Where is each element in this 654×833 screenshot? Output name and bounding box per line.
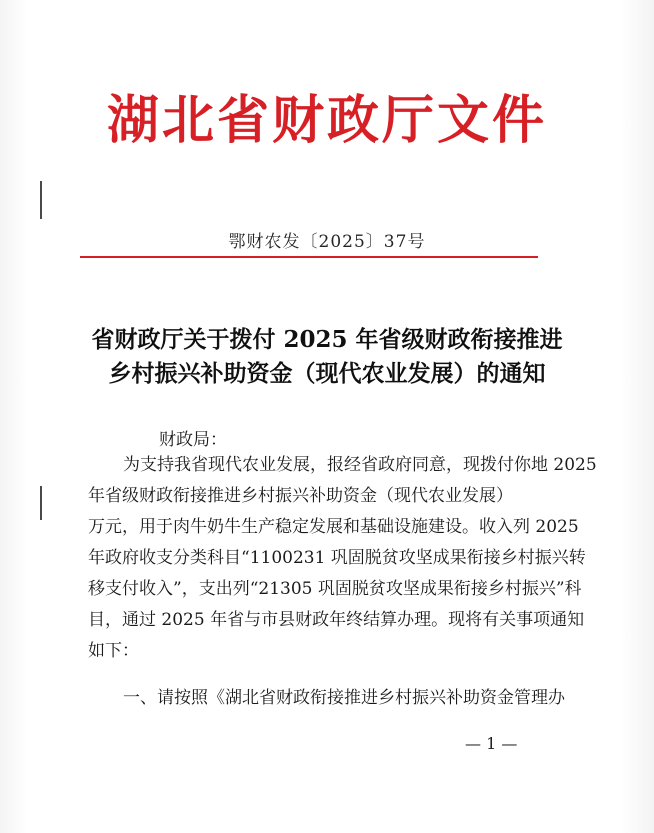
body-line: 年省级财政衔接推进乡村振兴补助资金（现代农业发展） — [88, 486, 513, 506]
page-number: — 1 — — [465, 734, 518, 753]
notice-title-line: 乡村振兴补助资金（现代农业发展）的通知 — [108, 360, 546, 387]
body-line: 一、请按照《湖北省财政衔接推进乡村振兴补助资金管理办 — [123, 688, 565, 708]
body-line: 如下： — [88, 641, 139, 661]
binding-mark-top — [40, 181, 42, 219]
body-line: 万元，用于肉牛奶牛生产稳定发展和基础设施建设。收入列 2025 — [88, 517, 579, 537]
notice-title-line: 省财政厅关于拨付 2025 年省级财政衔接推进 — [91, 326, 563, 353]
notice-title — [0, 323, 654, 391]
body-line: 移支付收入”，支出列“21305 巩固脱贫攻坚成果衔接乡村振兴”科 — [88, 579, 582, 599]
recipient-line: 财政局： — [159, 430, 227, 450]
body-paragraph-1 — [88, 450, 597, 667]
agency-header-title: 湖北省财政厅文件 — [106, 90, 547, 151]
document-number: 鄂财农发〔2025〕37号 — [228, 232, 426, 252]
body-line: 年政府收支分类科目“1100231 巩固脱贫攻坚成果衔接乡村振兴转 — [88, 548, 586, 568]
body-line: 为支持我省现代农业发展，报经省政府同意，现拨付你地 2025 — [123, 455, 597, 475]
body-paragraph-2 — [88, 683, 565, 714]
body-line: 目，通过 2025 年省与市县财政年终结算办理。现将有关事项通知 — [88, 610, 585, 630]
red-header-rule — [80, 256, 538, 258]
binding-mark-bottom — [40, 486, 42, 520]
